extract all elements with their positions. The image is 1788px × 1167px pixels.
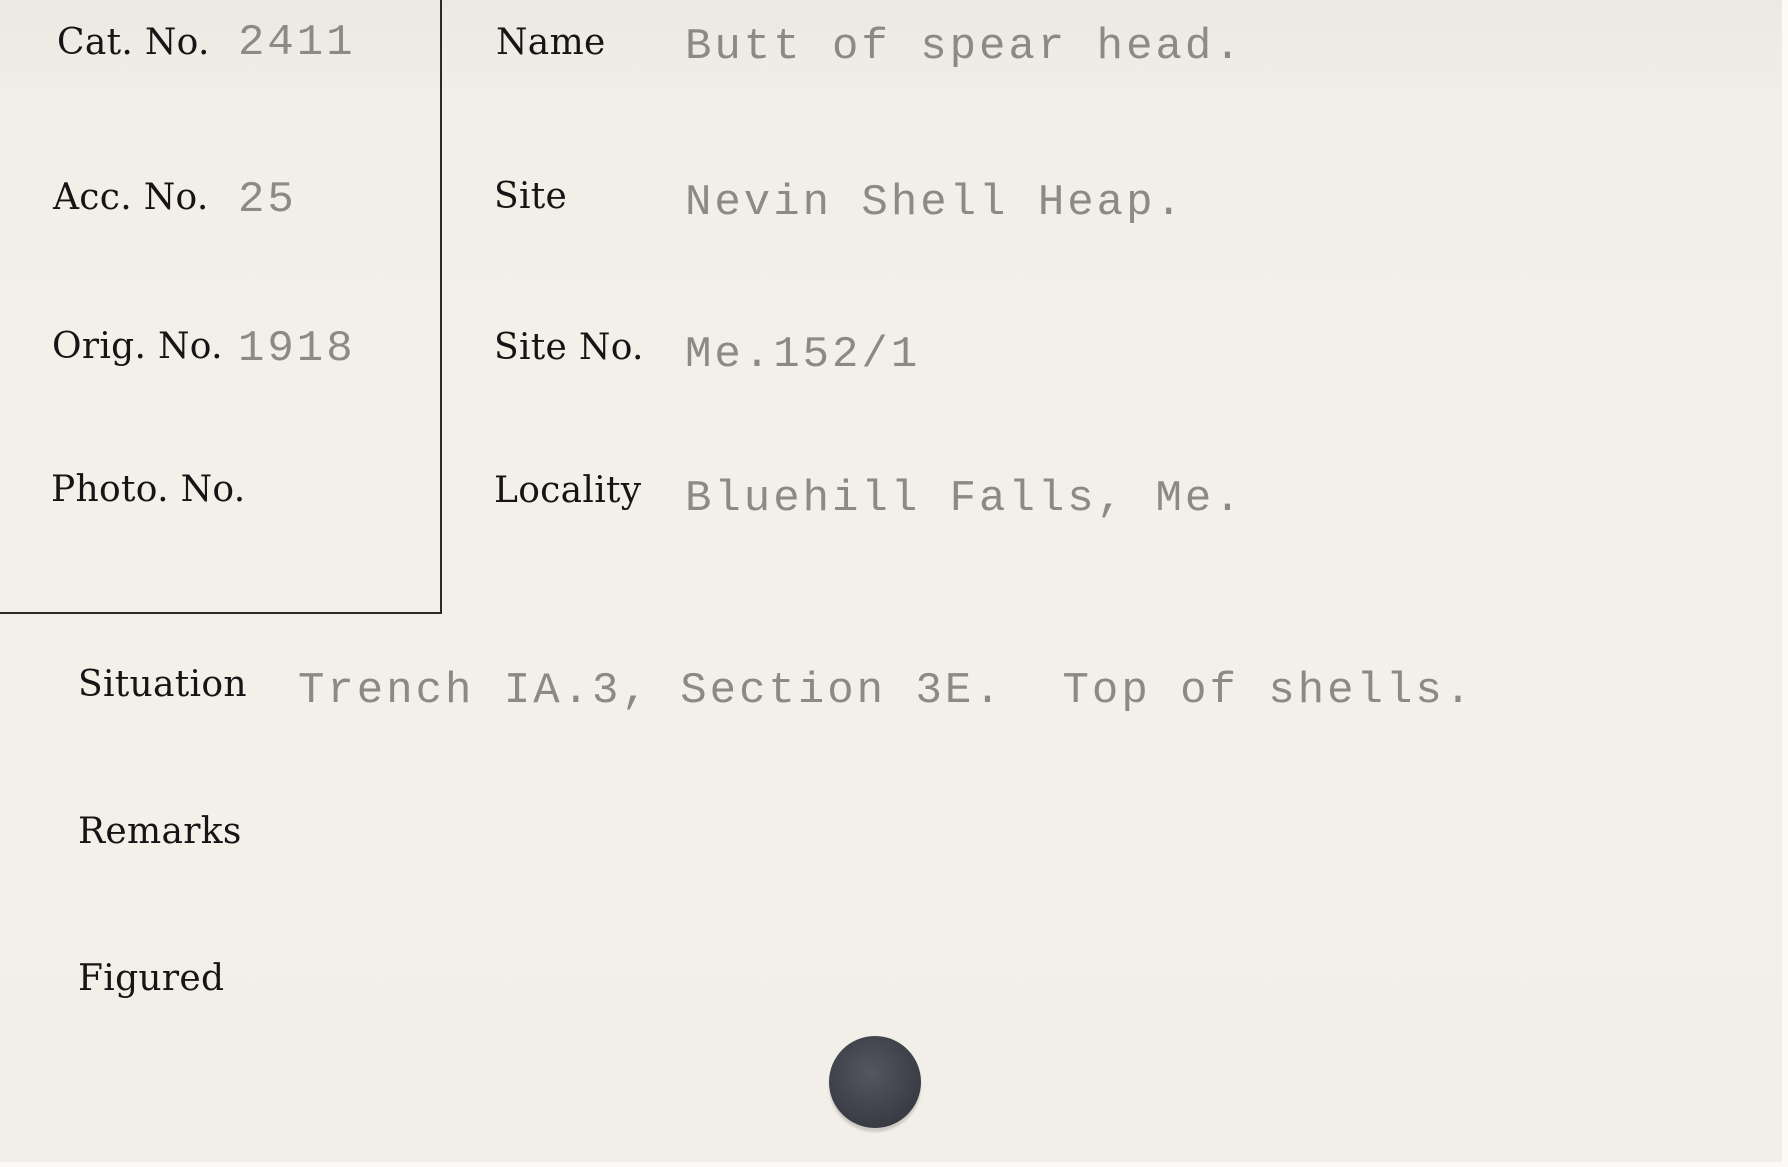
acc-no-value: 25 — [238, 175, 297, 225]
orig-no-value: 1918 — [238, 324, 356, 374]
cat-no-label: Cat. No. — [57, 22, 210, 63]
acc-no-label: Acc. No. — [53, 177, 209, 218]
card-edge-bottom — [0, 1162, 1788, 1167]
orig-no-label: Orig. No. — [52, 326, 223, 367]
name-value: Butt of spear head. — [685, 22, 1244, 72]
figured-label: Figured — [78, 958, 225, 999]
locality-label: Locality — [494, 470, 642, 511]
box-divider-horizontal — [0, 612, 442, 614]
situation-label: Situation — [78, 664, 247, 705]
cat-no-value: 2411 — [238, 18, 356, 68]
box-divider-vertical — [440, 0, 442, 614]
site-no-value: Me.152/1 — [685, 330, 921, 380]
site-no-label: Site No. — [494, 327, 644, 368]
card-edge-right — [1782, 0, 1788, 1167]
site-label: Site — [494, 176, 568, 217]
site-value: Nevin Shell Heap. — [685, 178, 1185, 228]
remarks-label: Remarks — [78, 811, 242, 852]
name-label: Name — [496, 22, 606, 63]
punch-hole — [829, 1036, 921, 1128]
situation-value: Trench IA.3, Section 3E. Top of shells. — [298, 666, 1475, 716]
locality-value: Bluehill Falls, Me. — [685, 474, 1244, 524]
photo-no-label: Photo. No. — [51, 469, 246, 510]
